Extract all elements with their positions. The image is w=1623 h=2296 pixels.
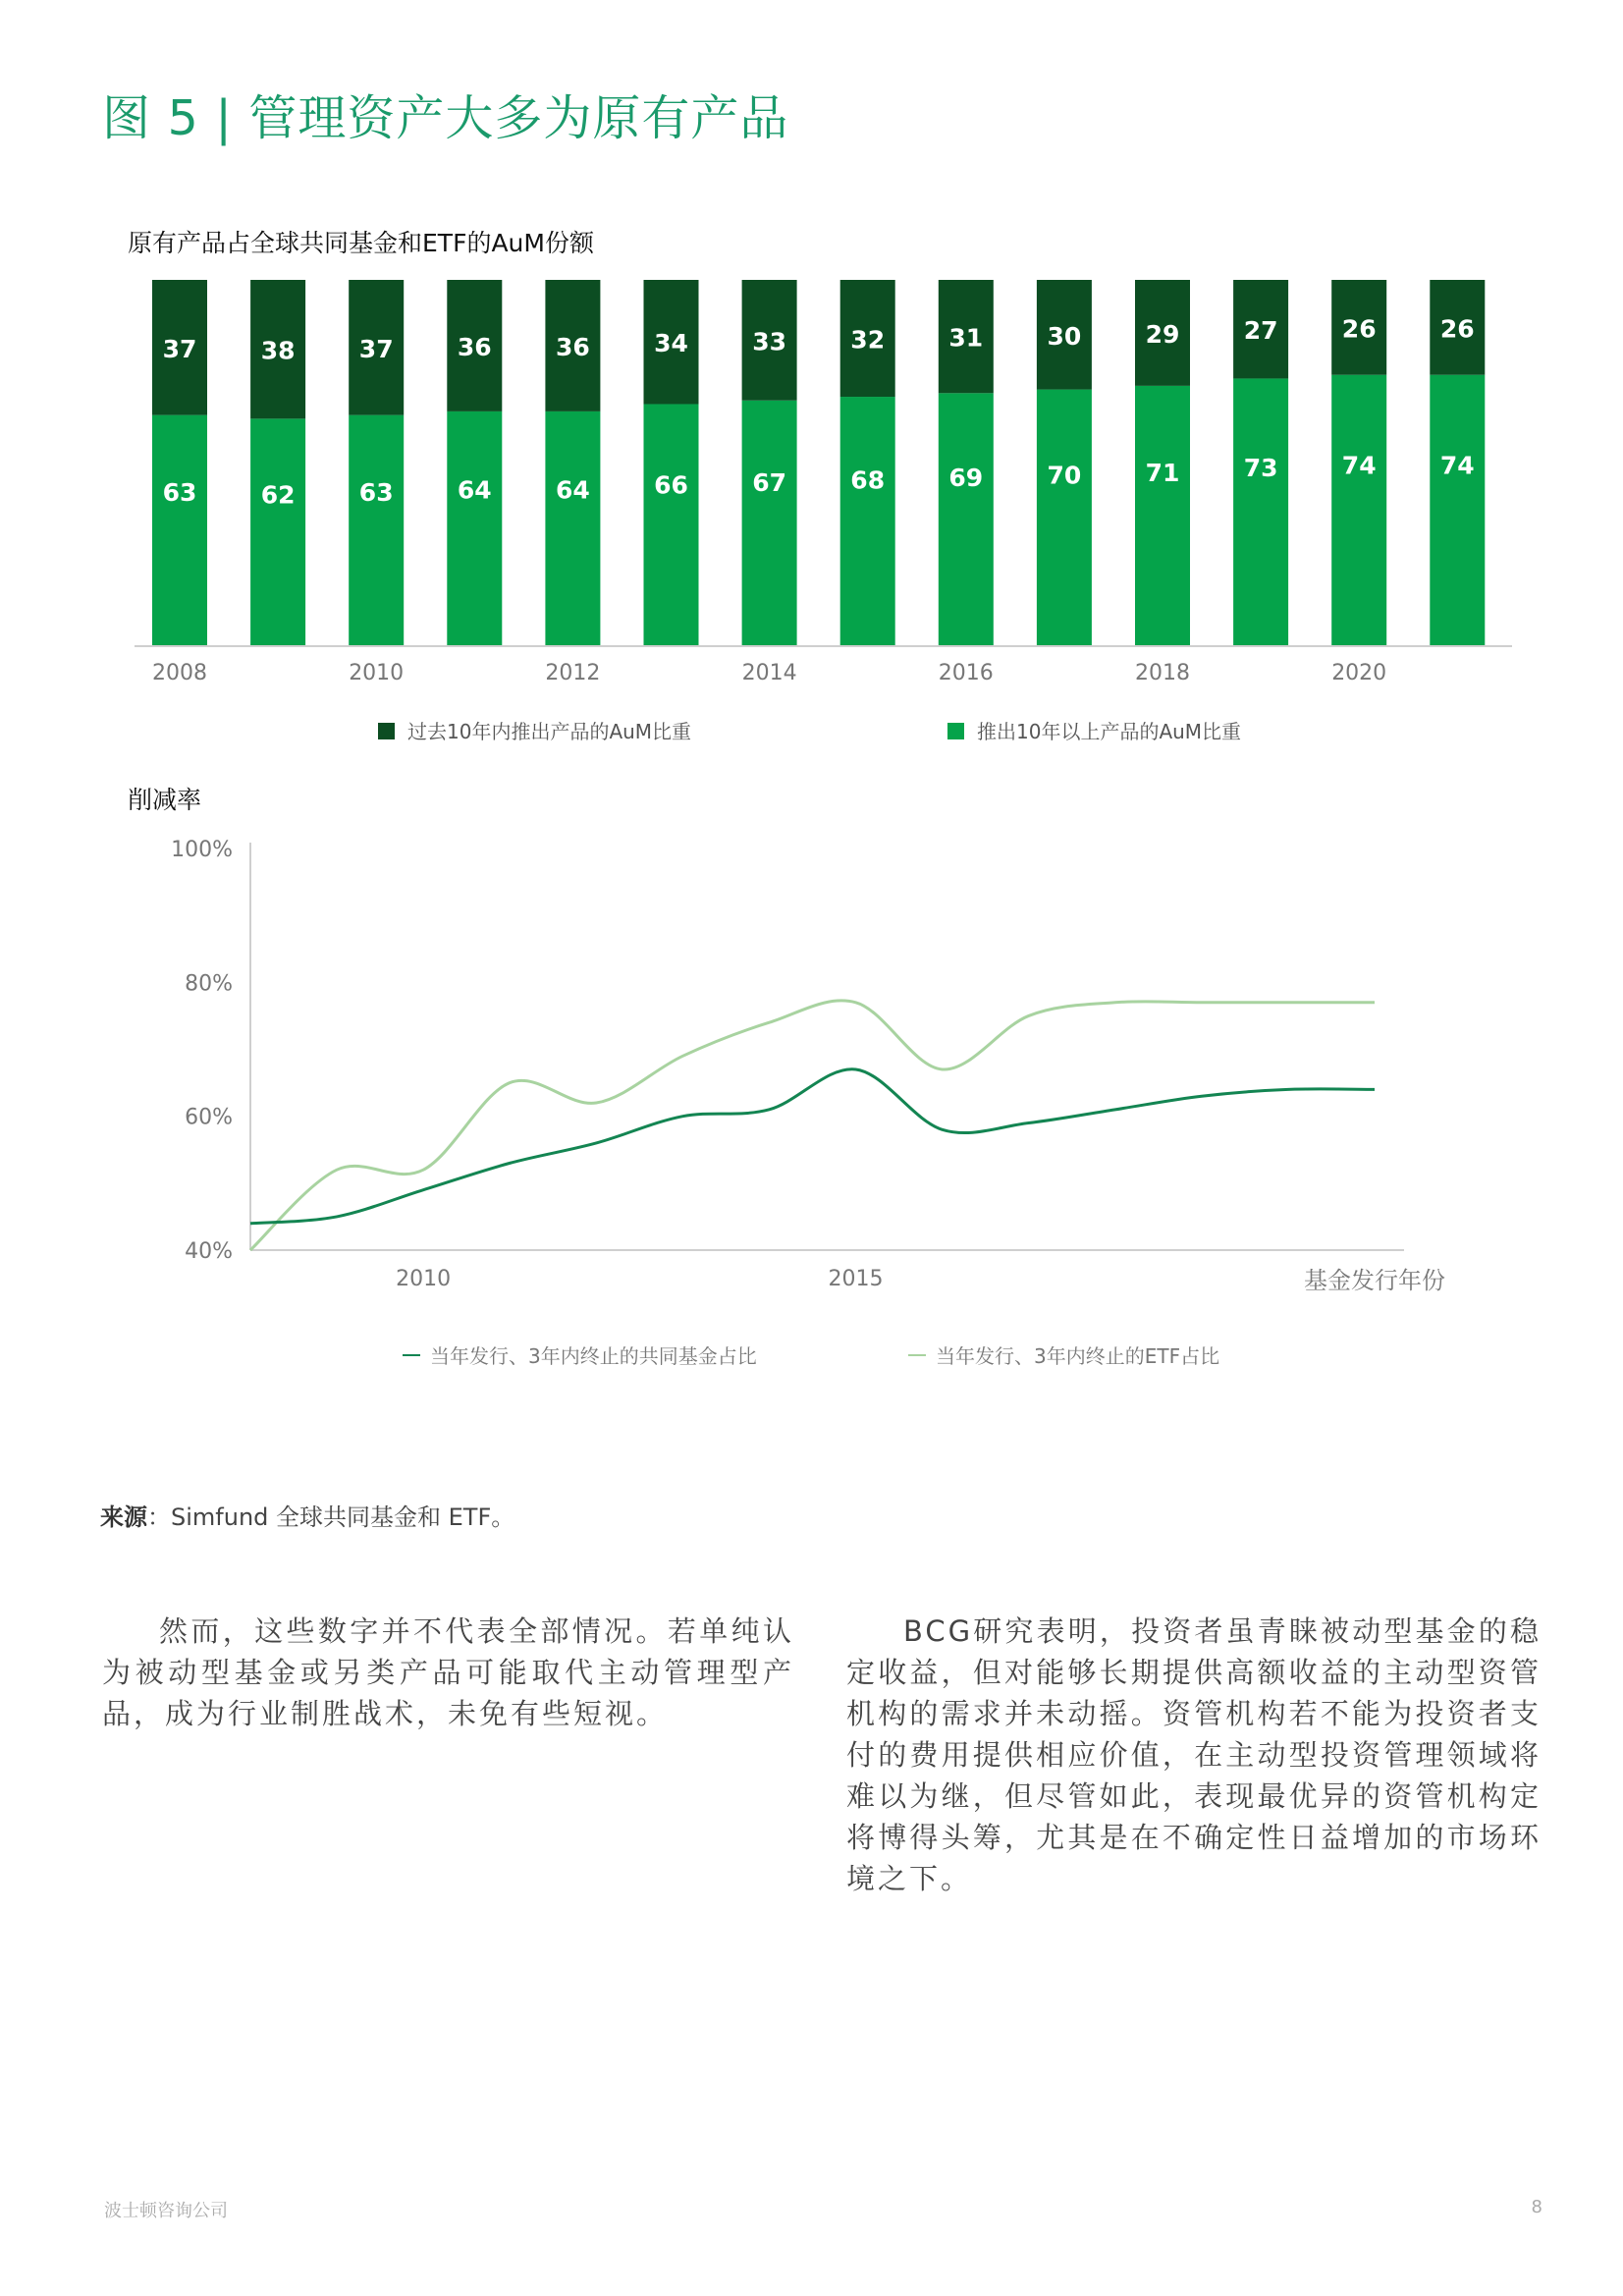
x-tick-label-2012: 2012 bbox=[545, 661, 601, 685]
x-tick-label-2015: 2015 bbox=[828, 1267, 884, 1291]
bar-label-2019-recent: 27 bbox=[1243, 316, 1278, 346]
y-tick-label-60: 60% bbox=[185, 1105, 233, 1130]
bar-label-2016-established: 69 bbox=[948, 464, 984, 493]
bar-label-2010-established: 63 bbox=[358, 477, 394, 507]
bar-label-2021-established: 74 bbox=[1439, 451, 1475, 480]
line-chart bbox=[0, 825, 1623, 1394]
source-note bbox=[100, 1498, 514, 1532]
bar-label-2011-recent: 36 bbox=[457, 332, 492, 361]
bar-label-2008-recent: 37 bbox=[162, 334, 197, 363]
bar-label-2009-established: 62 bbox=[260, 480, 296, 510]
bar-label-2011-established: 64 bbox=[457, 475, 492, 505]
bar-label-2015-established: 68 bbox=[850, 465, 886, 495]
bar-label-2013-established: 66 bbox=[654, 470, 688, 500]
legend-swatch-1 bbox=[378, 723, 395, 739]
body-paragraph-left: 然而，这些数字并不代表全部情况。若单纯认为被动型基金或另类产品可能取代主动管理型产品，成为行业制胜战术，未免有些短视。 bbox=[102, 1614, 794, 1730]
line-mutual-funds bbox=[250, 1069, 1375, 1224]
source-label: 来源 bbox=[100, 1503, 147, 1531]
bar-label-2009-recent: 38 bbox=[260, 336, 296, 365]
y-tick-label-40: 40% bbox=[185, 1239, 233, 1264]
footer-company: 波士顿咨询公司 bbox=[104, 2201, 228, 2221]
bar-label-2021-recent: 26 bbox=[1439, 314, 1475, 344]
legend-swatch-2 bbox=[947, 723, 964, 739]
legend-label-1: 过去10年内推出产品的AuM比重 bbox=[407, 720, 692, 743]
source-text: ：Simfund 全球共同基金和 ETF。 bbox=[147, 1503, 515, 1531]
x-tick-label-2018: 2018 bbox=[1135, 661, 1190, 685]
line-chart-title: 削减率 bbox=[128, 786, 202, 814]
x-tick-label-2010: 2010 bbox=[396, 1267, 452, 1291]
stacked-bar-chart bbox=[0, 255, 1623, 766]
bar-label-2016-recent: 31 bbox=[948, 323, 984, 353]
bar-label-2012-established: 64 bbox=[556, 475, 590, 505]
bar-label-2020-recent: 26 bbox=[1341, 314, 1377, 344]
bar-label-2010-recent: 37 bbox=[358, 334, 394, 363]
bar-2016-established bbox=[939, 393, 994, 645]
bar-label-2014-established: 67 bbox=[752, 468, 786, 498]
x-axis-title: 基金发行年份 bbox=[1304, 1267, 1445, 1294]
y-tick-label-100: 100% bbox=[171, 838, 233, 862]
bar-label-2013-recent: 34 bbox=[654, 329, 688, 358]
bar-2017-established bbox=[1037, 390, 1092, 645]
bar-2013-established bbox=[644, 404, 699, 645]
legend-label-line-etf: 当年发行、3年内终止的ETF占比 bbox=[936, 1344, 1220, 1368]
legend-label-line-mutual-funds: 当年发行、3年内终止的共同基金占比 bbox=[430, 1344, 757, 1368]
bar-2011-established bbox=[447, 411, 502, 645]
legend-label-2: 推出10年以上产品的AuM比重 bbox=[977, 720, 1242, 743]
bar-2012-established bbox=[545, 411, 600, 645]
page-title: 图 5 | 管理资产大多为原有产品 bbox=[102, 90, 789, 146]
x-tick-label-2008: 2008 bbox=[152, 661, 207, 685]
bar-label-2014-recent: 33 bbox=[752, 327, 786, 356]
bar-label-2018-established: 71 bbox=[1145, 459, 1180, 488]
y-tick-label-80: 80% bbox=[185, 971, 233, 997]
line-etf bbox=[250, 1001, 1375, 1250]
bar-label-2008-established: 63 bbox=[162, 477, 197, 507]
bar-chart-title: 原有产品占全球共同基金和ETF的AuM份额 bbox=[128, 229, 594, 257]
x-tick-label-2010: 2010 bbox=[349, 661, 405, 685]
bar-2009-established bbox=[250, 418, 305, 645]
bar-label-2019-established: 73 bbox=[1243, 454, 1278, 483]
bar-2021-established bbox=[1430, 375, 1485, 645]
bar-label-2012-recent: 36 bbox=[556, 332, 590, 361]
bar-label-2015-recent: 32 bbox=[850, 325, 886, 355]
page-number: 8 bbox=[1531, 2197, 1542, 2217]
bar-label-2017-recent: 30 bbox=[1047, 321, 1082, 351]
bar-2008-established bbox=[152, 415, 207, 645]
x-tick-label-2020: 2020 bbox=[1331, 661, 1387, 685]
bar-2014-established bbox=[742, 401, 797, 645]
bar-label-2018-recent: 29 bbox=[1145, 319, 1180, 349]
bar-2019-established bbox=[1233, 378, 1288, 645]
bar-2010-established bbox=[349, 415, 404, 645]
body-paragraph-right: BCG研究表明，投资者虽青睐被动型基金的稳定收益，但对能够长期提供高额收益的主动型资管机构的需求并未动摇。资管机构若不能为投资者支付的费用提供相应价值，在主动型投资管理领域将难以为继，但尽管如此，表现最优异的资管机构定将博得头筹，尤其是在不确定性日益增加的市场环境之下。 bbox=[846, 1614, 1542, 1895]
x-tick-label-2016: 2016 bbox=[938, 661, 994, 685]
bar-2015-established bbox=[840, 397, 895, 645]
bar-label-2017-established: 70 bbox=[1047, 461, 1082, 490]
x-tick-label-2014: 2014 bbox=[741, 661, 797, 685]
bar-label-2020-established: 74 bbox=[1341, 451, 1377, 480]
bar-2018-established bbox=[1135, 386, 1190, 645]
bar-2020-established bbox=[1331, 375, 1386, 645]
